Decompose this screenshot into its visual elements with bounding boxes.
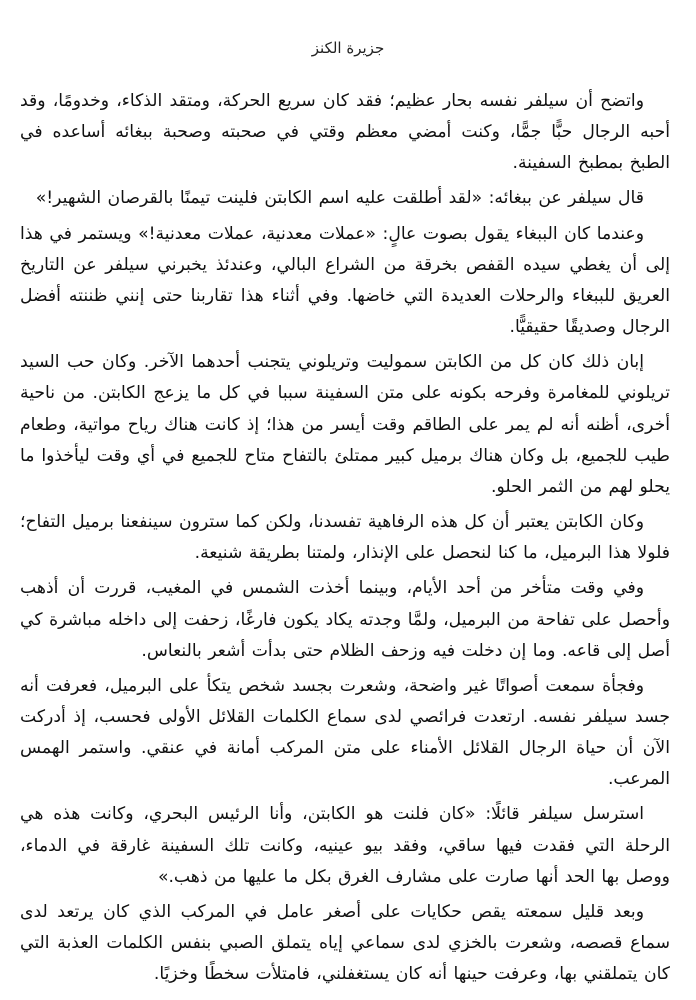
paragraph: إبان ذلك كان كل من الكابتن سموليت وتريلوني يتجنب أحدهما الآخر. وكان حب السيد تريلوني للمغامرة وفرحه بكونه على متن السفينة سببا في كل ما يزعج الكابتن. من ناحية أخرى، أظنه أنه لم يمر على الطاقم وقت أيسر من هذا؛ إذ كانت هناك رياح مواتية، وطعام طيب للجميع، بل وكان هناك برميل كبير ممتلئ بالتفاح متاح للجميع في أي وقت ليأخذوا ما يحلو لهم من الثمر الحلو. xyxy=(20,352,670,497)
paragraph: واتضح أن سيلفر نفسه بحار عظيم؛ فقد كان سريع الحركة، ومتقد الذكاء، وخدومًا، وقد أحبه الرجال حبًّا جمًّا، وكنت أمضي معظم وقتي في صحبته وصحبة ببغائه أساعده في الطبخ بمطبخ السفينة. xyxy=(20,91,670,174)
paragraph: وفي وقت متأخر من أحد الأيام، وبينما أخذت الشمس في المغيب، قررت أن أذهب وأحصل على تفاحة من البرميل، ولمَّا وجدته يكاد يكون فارغًا، زحفت إلى داخله مباشرة كي أصل إلى قاعه. وما إن دخلت فيه وزحف الظلام حتى بدأت أشعر بالنعاس. xyxy=(20,578,670,661)
paragraph: قال سيلفر عن ببغائه: «لقد أطلقت عليه اسم الكابتن فلينت تيمنًا بالقرصان الشهير!» xyxy=(35,188,644,209)
running-header: جزيرة الكنز xyxy=(311,39,385,57)
paragraph: وعندما كان الببغاء يقول بصوت عالٍ: «عملات معدنية، عملات معدنية!» ويستمر في هذا إلى أن يغطي سيده القفص بخرقة من الشراع البالي، وعندئذ يخبرني سيلفر عن التاريخ العريق للببغاء والرحلات العديدة التي خاضها. وفي أثناء هذا تقاربنا حتى إنني ظننته أفضل الرجال وصديقًا حقيقيًّا. xyxy=(20,223,670,338)
paragraph: وفجأة سمعت أصواتًا غير واضحة، وشعرت بجسد شخص يتكأ على البرميل، فعرفت أنه جسد سيلفر نفسه. ارتعدت فرائصي لدى سماع الكلمات القلائل الأولى فحسب، إذ أدركت الآن أن حياة الرجال القلائل الأمناء على متن المركب أمانة في عنقي. واستمر الهمس المرعب. xyxy=(20,675,670,790)
paragraph: وكان الكابتن يعتبر أن كل هذه الرفاهية تفسدنا، ولكن كما سترون سينفعنا برميل التفاح؛ فلولا هذا البرميل، ما كنا لنحصل على الإنذار، ولمتنا بطريقة شنيعة. xyxy=(20,512,670,564)
body-text xyxy=(20,86,670,994)
paragraph: وبعد قليل سمعته يقص حكايات على أصغر عامل في المركب الذي كان يرتعد لدى سماع قصصه، وشعرت بالخزي لدى سماعي إياه يتملق الصبي بنفس الكلمات العذبة التي كان يتملقني بها، وعرفت حينها أنه كان يستغفلني، فامتلأت سخطًا وخزيًا. xyxy=(20,901,670,985)
paragraph: استرسل سيلفر قائلًا: «كان فلنت هو الكابتن، وأنا الرئيس البحري، وكانت هذه هي الرحلة التي فقدت فيها ساقي، وفقد بيو عينيه، وكانت تلك السفينة غارقة في الدماء، ووصل بها الحد أنها صارت على مشارف الغرق بكل ما عليها من ذهب.» xyxy=(20,804,670,887)
